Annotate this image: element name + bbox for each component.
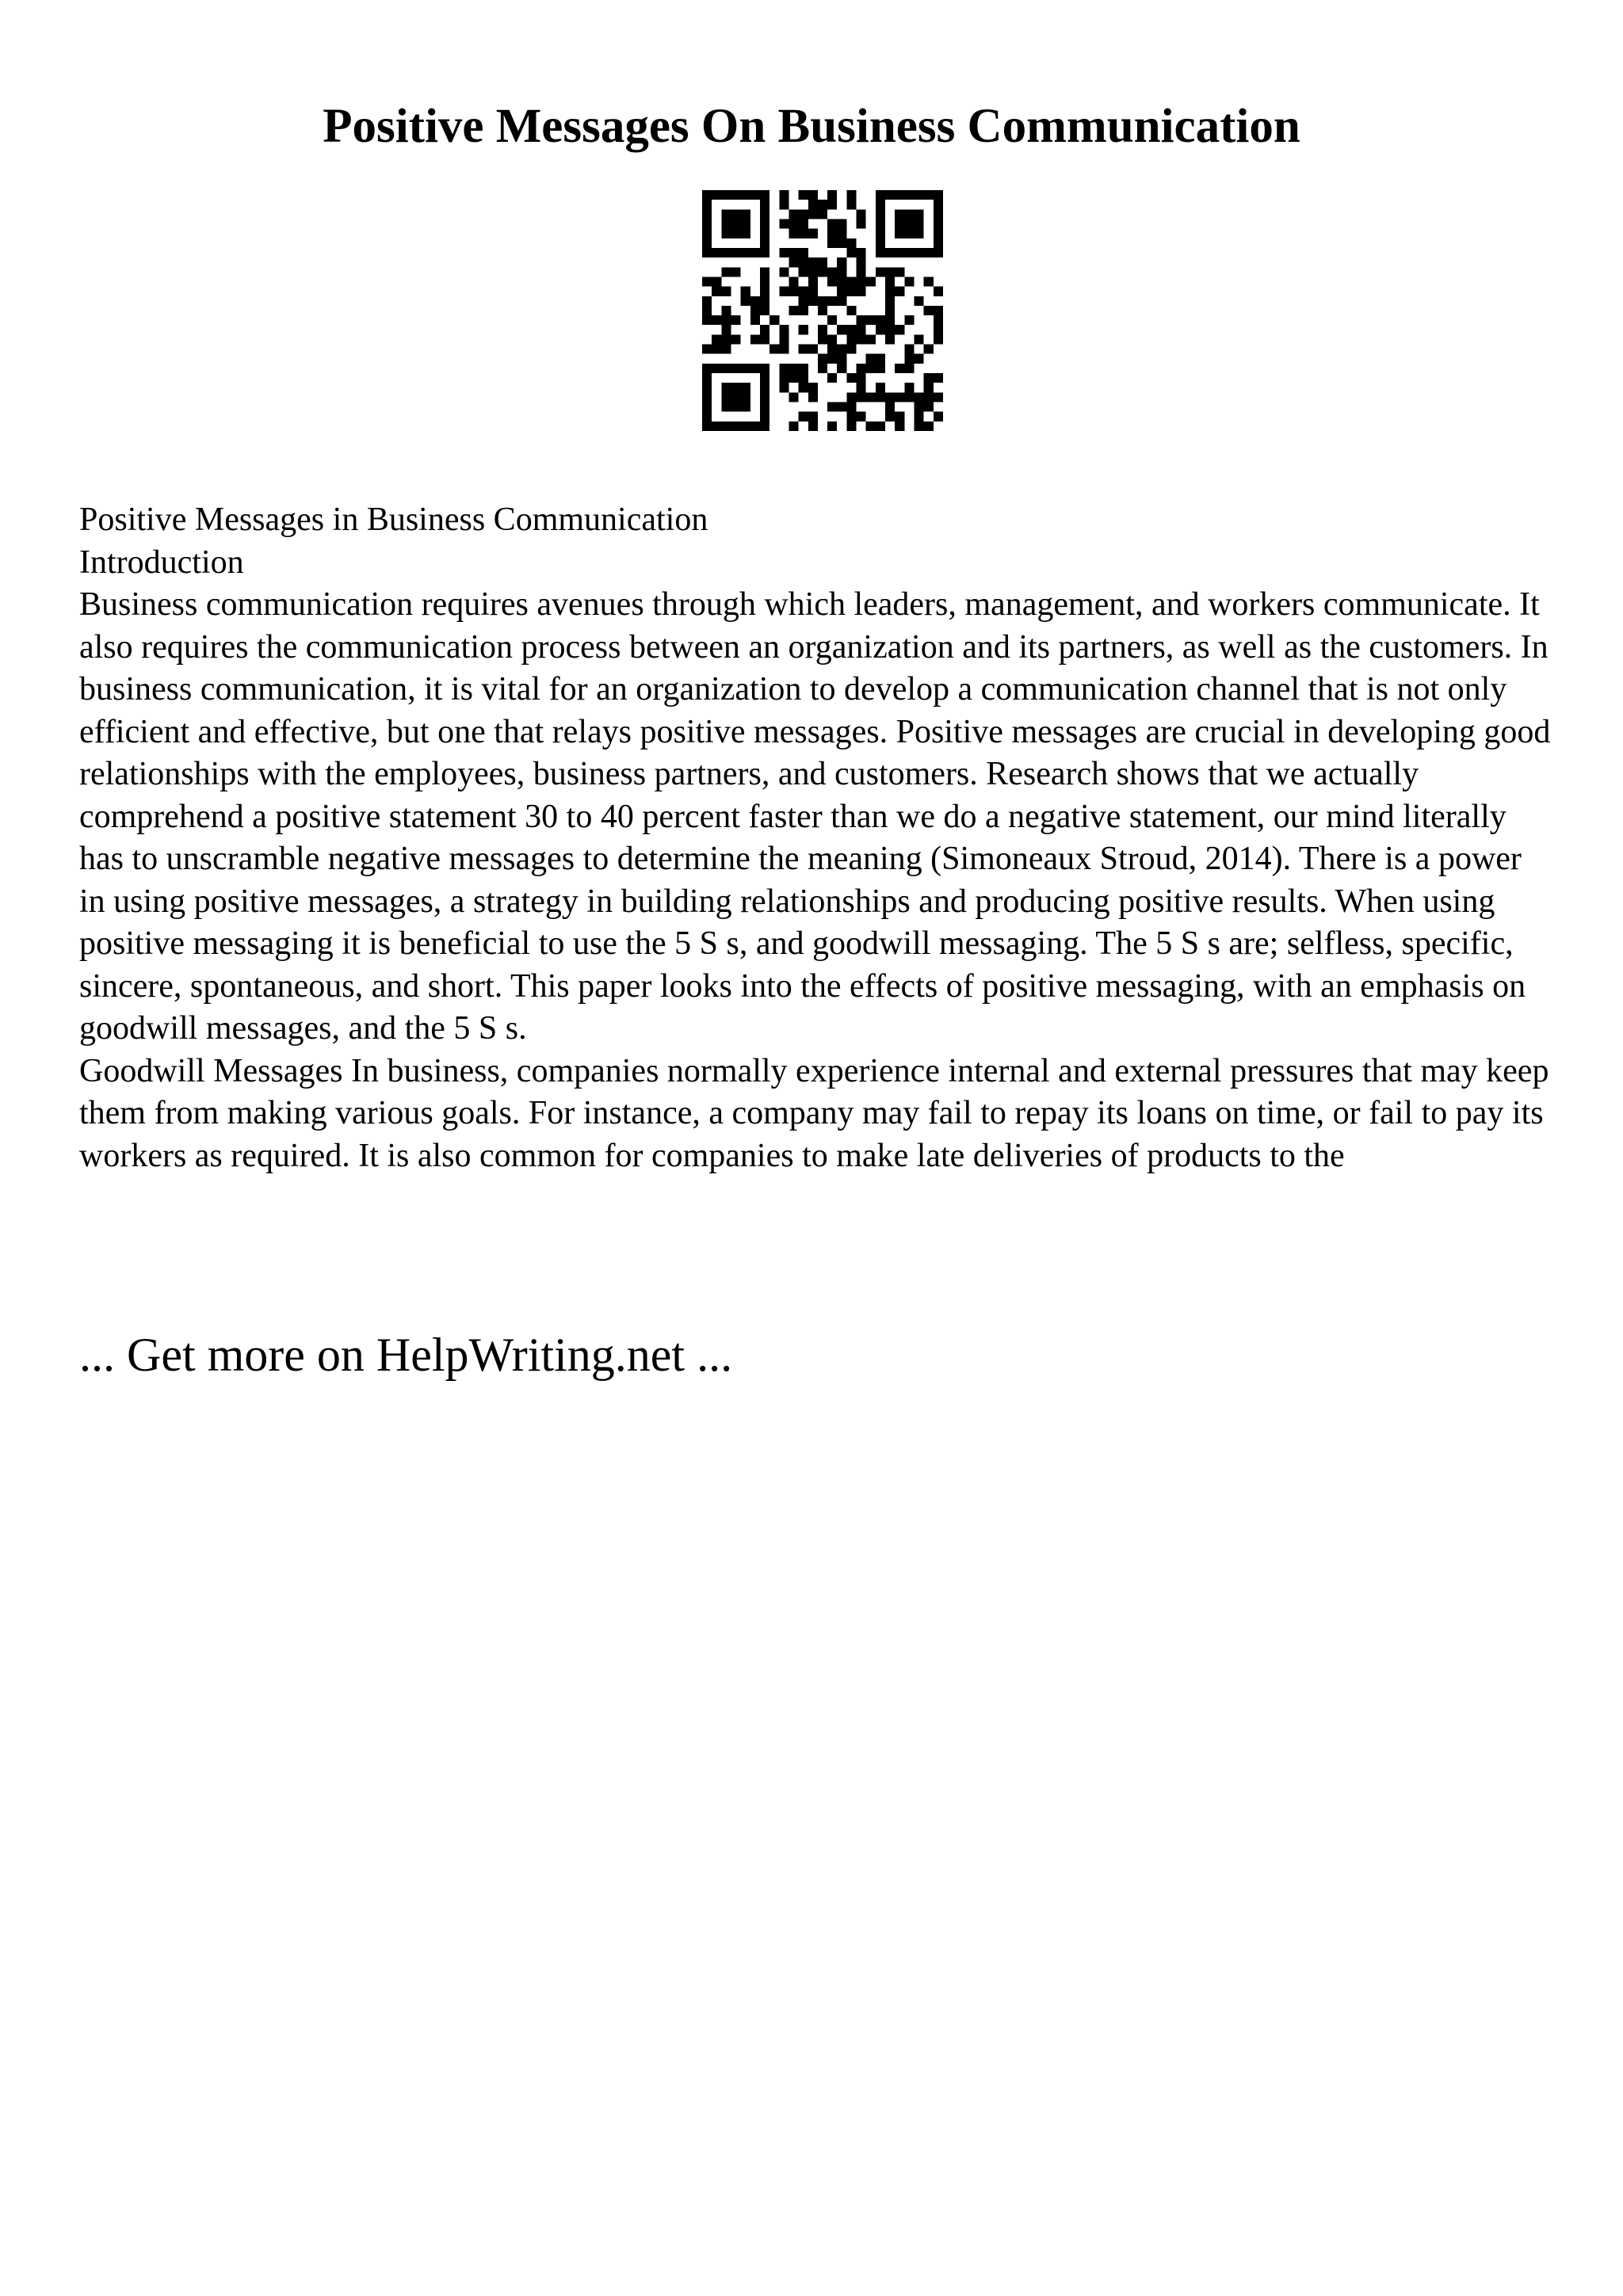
document-body (79, 499, 1553, 1177)
section-label: Introduction (79, 543, 244, 581)
page-title: Positive Messages On Business Communication (323, 100, 1300, 153)
qr-code-icon (702, 190, 943, 431)
get-more-link[interactable]: ... Get more on HelpWriting.net ... (79, 1329, 733, 1381)
paragraph-goodwill: Goodwill Messages In business, companies normally experience internal and external pressures that may keep them from making various goals. For instance, a company may fail to repay its loans on time, or fail to pay its workers as required. It is also common for companies to make late deliveries of products to the (79, 1052, 1549, 1174)
document-heading: Positive Messages in Business Communication (79, 502, 708, 538)
paragraph-introduction: Business communication requires avenues through which leaders, management, and workers communicate. It also requires the communication process between an organization and its partners, as well as the customers. In business communication, it is vital for an organization to develop a communication channel that is not only efficient and effective, but one that relays positive messages. Positive messages are crucial in developing good relationships with the employees, business partners, and customers. Research shows that we actually comprehend a positive statement 30 to 40 percent faster than we do a negative statement, our mind literally has to unscramble negative messages to determine the meaning (Simoneaux Stroud, 2014). There is a power in using positive messages, a strategy in building relationships and producing positive results. When using positive messaging it is beneficial to use the 5 S s, and goodwill messaging. The 5 S s are; selfless, specific, sincere, spontaneous, and short. This paper looks into the effects of positive messaging, with an emphasis on goodwill messages, and the 5 S s. (79, 586, 1551, 1047)
